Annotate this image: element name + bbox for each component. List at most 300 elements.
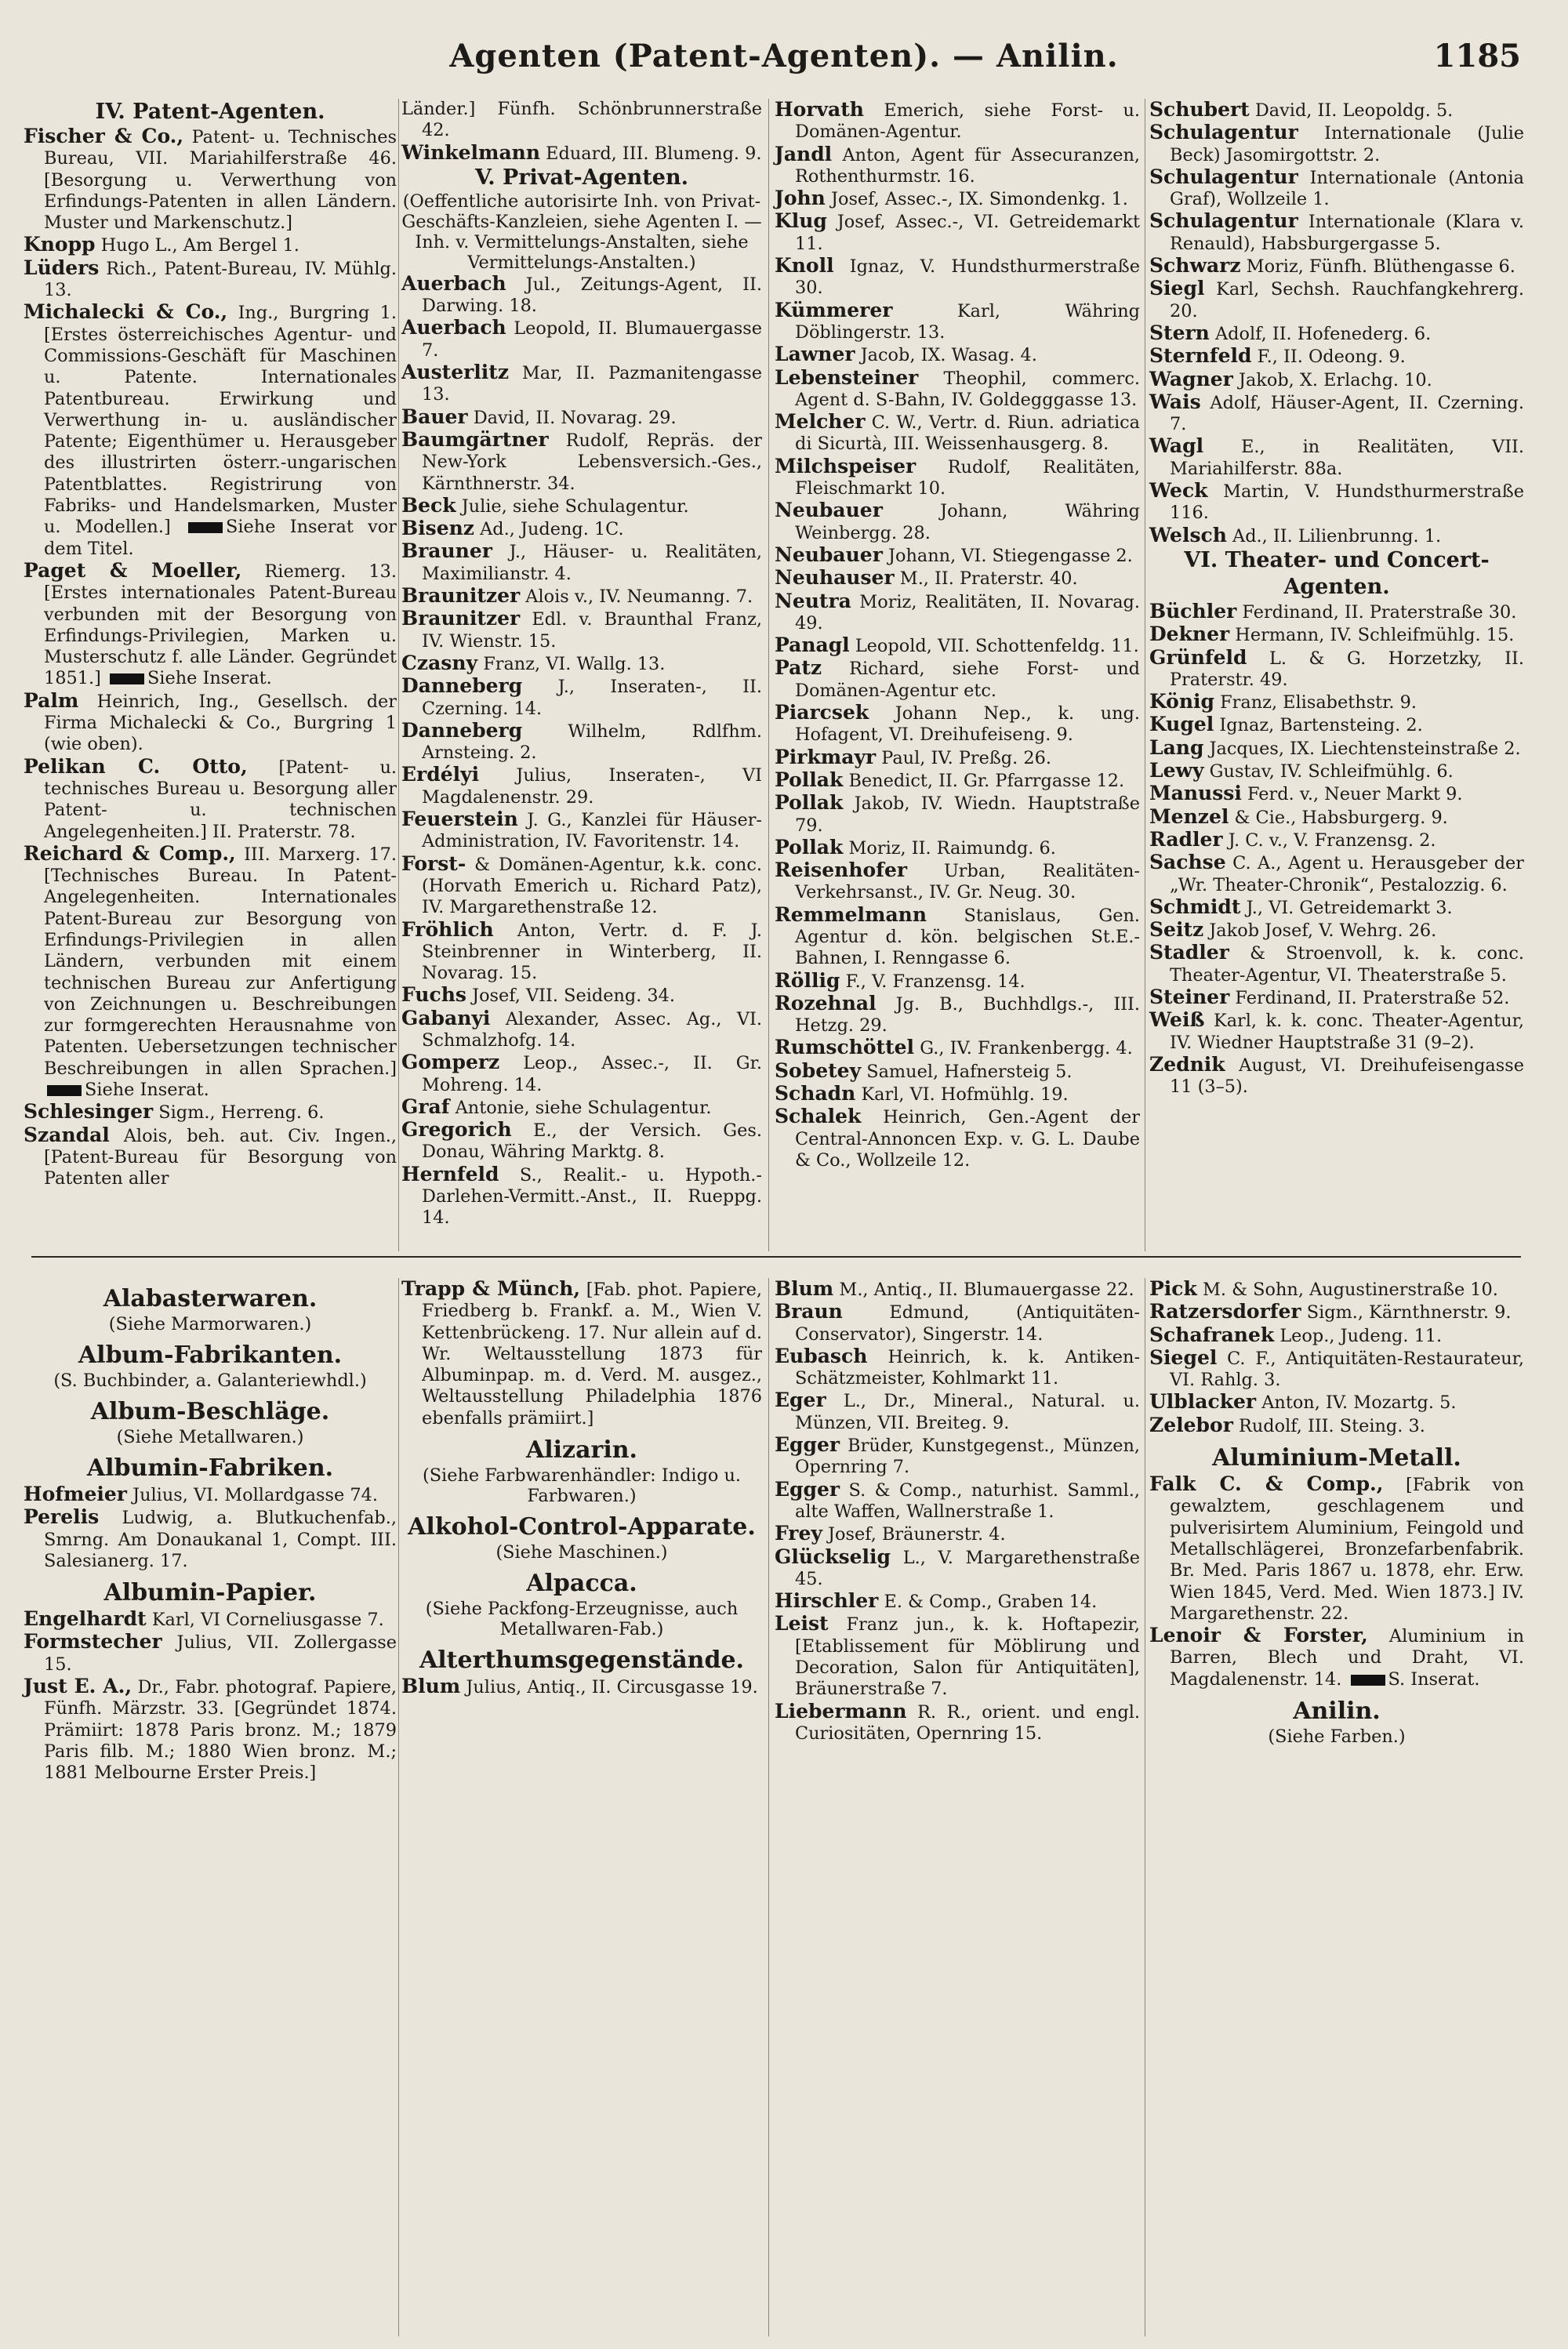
directory-entry: [1149, 525, 1524, 547]
directory-entry: [1149, 435, 1524, 480]
entry-details: M., II. Praterstr. 40.: [899, 568, 1078, 590]
directory-entry: [775, 143, 1140, 188]
entry-name: Blum: [775, 1277, 834, 1300]
entry-name: Siegel: [1149, 1345, 1218, 1369]
directory-entry: [401, 652, 762, 675]
directory-entry: [1149, 782, 1524, 805]
entry-details: Jakob, IV. Wiedn. Hauptstraße 79.: [795, 793, 1140, 836]
entry-name: Braunitzer: [401, 607, 521, 630]
entry-details: Internationale (Antonia Graf), Wollzeile 1.: [1170, 167, 1524, 210]
entry-name: Büchler: [1149, 599, 1237, 623]
directory-entry: [24, 1608, 397, 1631]
entry-details: Ferdinand, II. Praterstraße 30.: [1242, 601, 1517, 623]
directory-entry: [401, 429, 762, 495]
entry-name: Beck: [401, 493, 456, 517]
directory-entry: [401, 984, 762, 1007]
entry-details: J., Inseraten-, II. Czerning. 14.: [422, 677, 762, 719]
directory-entry: [1149, 1278, 1524, 1301]
entry-details: Adolf, Häuser-Agent, II. Czerning. 7.: [1170, 392, 1525, 435]
cross-reference: (Siehe Maschinen.): [495, 1542, 668, 1563]
directory-entry: [775, 837, 1140, 859]
entry-details: Franz, Elisabethstr. 9.: [1220, 692, 1417, 713]
entry-details: & Domänen-Agentur, k.k. conc. (Horvath Emerich u. Richard Patz), IV. Margarethenstraße 12.: [422, 854, 762, 918]
category-heading: Aluminium-Metall.: [1212, 1444, 1461, 1472]
directory-entry: [1149, 1414, 1524, 1437]
directory-entry: [24, 301, 397, 560]
directory-entry: [775, 1701, 1140, 1745]
directory-entry: [401, 1007, 762, 1052]
category-heading: Albumin-Fabriken.: [86, 1454, 334, 1482]
directory-entry: [401, 675, 762, 720]
entry-name: Danneberg: [401, 718, 523, 742]
directory-entry: [1149, 345, 1524, 368]
directory-entry: [24, 560, 397, 690]
entry-name: Auerbach: [401, 271, 506, 295]
entry-details: Leop., Judeng. 11.: [1279, 1325, 1443, 1346]
directory-entry: [1149, 1009, 1524, 1054]
advert-reference: Siehe Inserat vor dem Titel.: [44, 517, 397, 559]
entry-name: Klug: [775, 209, 827, 233]
entry-name: Neubauer: [775, 499, 883, 522]
entry-name: Zelebor: [1149, 1413, 1233, 1436]
directory-entry: [401, 540, 762, 585]
entry-name: John: [775, 187, 826, 210]
entry-details: Josef, Bräunerstr. 4.: [828, 1524, 1006, 1545]
entry-details: [Fabrik von gewalztem, geschlagenem und pulverisirtem Aluminium, Feingold und Metallschlägerei, Bronzefarbenfabrik. Br. Med. Paris 1867 u. 1878, ehr. Erw. Wien 1845, Verd. Med. Wien 1873.] IV. Margarethenstr. 22.: [1170, 1475, 1524, 1624]
category-heading: Alabasterwaren.: [103, 1285, 318, 1312]
directory-entry: [401, 1096, 762, 1119]
entry-details: Antonie, siehe Schulagentur.: [455, 1097, 712, 1118]
entry-details: Ignaz, V. Hundsthurmerstraße 30.: [795, 256, 1140, 299]
directory-entry: [24, 690, 397, 756]
entry-details: Julius, VII. Zollergasse 15.: [44, 1632, 397, 1675]
entry-name: Austerlitz: [401, 361, 510, 384]
entry-name: Blum: [401, 1675, 461, 1698]
entry-details: F., V. Franzensg. 14.: [845, 971, 1025, 992]
entry-details: Samuel, Hafnersteig 5.: [866, 1061, 1073, 1082]
entry-name: Manussi: [1149, 782, 1242, 805]
category-heading: Album-Beschläge.: [90, 1398, 330, 1425]
directory-entry: [401, 608, 762, 652]
entry-details: Internationale (Klara v. Renauld), Habsburgergasse 5.: [1170, 212, 1524, 254]
directory-entry: [1149, 391, 1524, 436]
entry-details: Sigm., Kärnthnerstr. 9.: [1306, 1302, 1512, 1323]
entry-details: S. & Comp., naturhist. Samml., alte Waffen, Wallnerstraße 1.: [795, 1479, 1140, 1522]
entry-details: Franz jun., k. k. Hoftapezir, [Etablissement für Möblirung und Decoration, Salon für Antiquitäten], Bräunerstraße 7.: [795, 1614, 1140, 1700]
section-heading: IV. Patent-Agenten.: [95, 100, 325, 124]
entry-details: Edl. v. Braunthal Franz, IV. Wienstr. 15.: [422, 609, 762, 652]
entry-name: Fischer & Co.,: [24, 125, 184, 147]
entry-details: C. A., Agent u. Herausgeber der „Wr. Theater-Chronik“, Pestalozzig. 6.: [1170, 853, 1524, 895]
entry-details: Leop., Assec.-, II. Gr. Mohreng. 14.: [422, 1053, 762, 1095]
advert-reference: Siehe Inserat.: [85, 1080, 209, 1101]
entry-details: Hugo L., Am Bergel 1.: [100, 235, 299, 256]
entry-details: Jakob, X. Erlachg. 10.: [1238, 369, 1432, 390]
entry-details: Julius, Antiq., II. Circusgasse 19.: [466, 1677, 758, 1698]
entry-name: Gomperz: [401, 1051, 500, 1074]
entry-name: Patz: [775, 656, 822, 680]
entry-name: Egger: [775, 1433, 840, 1457]
entry-name: Knopp: [24, 233, 96, 256]
entry-details: C. W., Vertr. d. Riun. adriatica di Sicurtà, III. Weissenhausgerg. 8.: [795, 412, 1141, 455]
directory-entry: [401, 1119, 762, 1164]
entry-details: Julie, siehe Schulagentur.: [461, 496, 689, 517]
cross-reference: (Siehe Metallwaren.): [116, 1427, 304, 1447]
directory-entry: [1149, 942, 1524, 986]
directory-entry: [1149, 1347, 1524, 1392]
directory-entry: [1149, 919, 1524, 942]
entry-details: Anton, Agent für Assecuranzen, Rothenthurmstr. 16.: [795, 144, 1141, 187]
entry-details: Moriz, II. Raimundg. 6.: [848, 837, 1056, 859]
directory-entry: [775, 367, 1140, 412]
entry-details: Jg. B., Buchhdlgs.-, III. Hetzg. 29.: [795, 993, 1140, 1037]
directory-entry: [1149, 99, 1524, 122]
entry-details: L. & G. Horzetzky, II. Praterstr. 49.: [1170, 648, 1524, 690]
column-1: [24, 99, 397, 1190]
entry-details: Stanislaus, Gen. Agentur d. kön. belgischen St.E.-Bahnen, I. Renngasse 6.: [795, 905, 1140, 969]
column-divider: [768, 1278, 769, 2336]
directory-entry: [24, 234, 397, 256]
directory-entry: [1149, 713, 1524, 736]
directory-entry: [775, 1345, 1140, 1390]
entry-name: Schalek: [775, 1105, 862, 1128]
entry-name: Brauner: [401, 539, 492, 563]
directory-entry: [1149, 829, 1524, 851]
entry-name: Ratzersdorfer: [1149, 1300, 1301, 1323]
entry-name: Hernfeld: [401, 1162, 499, 1185]
cross-reference: (Siehe Farben.): [1268, 1726, 1406, 1748]
directory-entry: [775, 769, 1140, 792]
directory-entry: [24, 1676, 397, 1784]
entry-details: G., IV. Frankenbergg. 4.: [920, 1038, 1133, 1059]
entry-details: Alois, beh. aut. Civ. Ingen., [Patent-Bureau für Besorgung von Patenten aller: [44, 1125, 397, 1189]
entry-details: Leopold, VII. Schottenfeldg. 11.: [855, 636, 1139, 657]
directory-entry: [1149, 210, 1524, 255]
directory-entry: [401, 517, 762, 540]
category-heading: Alkohol-Control-Apparate.: [408, 1513, 756, 1541]
category-heading: Alizarin.: [525, 1436, 637, 1465]
entry-details: Anton, Vertr. d. F. J. Steinbrenner in Winterberg, II. Novarag. 15.: [422, 920, 762, 984]
directory-entry: [1149, 806, 1524, 829]
entry-details: Hermann, IV. Schleifmühlg. 15.: [1235, 625, 1515, 646]
directory-entry: [1149, 851, 1524, 896]
entry-details: Gustav, IV. Schleifmühlg. 6.: [1209, 761, 1454, 782]
page-header: [47, 38, 1521, 85]
directory-entry: [401, 406, 762, 429]
entry-details: J. C. v., V. Franzensg. 2.: [1228, 830, 1436, 851]
entry-details: III. Marxerg. 17. [Technisches Bureau. In Patent-Angelegenheiten. Internationales Patent-Bureau zur Besorgung von Erfindungs-Privilegien in allen Ländern, verbunden mit einem technischen Bureau zur Anfertigung von Zeichnungen u. Beschreibungen zur formgerechten Herausnahme von Patenten. Uebersetzungen technischer Beschreibungen in allen Sprachen.]: [44, 844, 397, 1079]
entry-details: Franz, VI. Wallg. 13.: [483, 653, 666, 674]
directory-entry: [775, 411, 1140, 456]
entry-details: Internationale (Julie Beck) Jasomirgottstr. 2.: [1170, 123, 1524, 165]
lower-column-2: [401, 1278, 762, 1698]
cross-reference: (Siehe Marmorwaren.): [108, 1314, 312, 1334]
entry-details: Heinrich, k. k. Antiken-Schätzmeister, Kohlmarkt 11.: [795, 1346, 1141, 1389]
entry-details: Johann, Währing Weinbergg. 28.: [795, 501, 1140, 543]
category-heading: Anilin.: [1293, 1697, 1381, 1726]
entry-details: Jul., Zeitungs-Agent, II. Darwing. 18.: [422, 274, 762, 317]
entry-name: Rozehnal: [775, 991, 877, 1015]
directory-entry: [24, 843, 397, 1102]
directory-entry: [1149, 986, 1524, 1009]
directory-entry: [401, 142, 762, 165]
entry-name: Panagl: [775, 634, 850, 657]
directory-entry: [24, 1124, 397, 1190]
directory-entry: [401, 919, 762, 985]
entry-continuation: Länder.] Fünfh. Schönbrunnerstraße 42.: [401, 99, 762, 141]
directory-entry: [775, 1389, 1140, 1434]
pointing-hand-icon: [47, 1085, 82, 1096]
entry-details: Patent- u. Technisches Bureau, VII. Mariahilferstraße 46. [Besorgung u. Verwerthung von Erfindungs-Patenten in allen Ländern. Muster und Markenschutz.]: [44, 127, 397, 234]
entry-name: Schulagentur: [1149, 209, 1298, 233]
section-heading: VI. Theater- und Concert-Agenten.: [1184, 547, 1490, 599]
entry-details: M., Antiq., II. Blumauergasse 22.: [839, 1280, 1134, 1300]
pointing-hand-icon: [110, 673, 144, 684]
directory-entry: [401, 1051, 762, 1096]
entry-details: Urban, Realitäten-Verkehrsanst., IV. Gr. Neug. 30.: [795, 861, 1140, 903]
directory-entry: [1149, 369, 1524, 391]
directory-entry: [1149, 623, 1524, 646]
entry-name: Stadler: [1149, 941, 1229, 964]
entry-name: Wagner: [1149, 367, 1233, 390]
entry-name: Eger: [775, 1389, 826, 1412]
entry-details: Rich., Patent-Bureau, IV. Mühlg. 13.: [44, 258, 397, 301]
column-2: [401, 99, 762, 1229]
column-divider: [398, 1278, 399, 2336]
entry-name: Piarcsek: [775, 701, 869, 724]
entry-name: Pirkmayr: [775, 745, 877, 768]
entry-name: Wais: [1149, 390, 1201, 413]
directory-entry: [1149, 1301, 1524, 1323]
entry-name: König: [1149, 690, 1215, 713]
entry-details: Rudolf, Repräs. der New-York Lebensversich.-Ges., Kärnthnerstr. 34.: [422, 430, 762, 494]
directory-entry: [24, 1483, 397, 1506]
entry-details: Brüder, Kunstgegenst., Münzen, Opernring 7.: [795, 1436, 1141, 1478]
entry-name: Glückselig: [775, 1545, 891, 1568]
directory-entry: [775, 970, 1140, 993]
directory-entry: [1149, 691, 1524, 713]
cross-reference: (Siehe Packfong-Erzeugnisse, auch Metallwaren-Fab.): [425, 1599, 739, 1640]
entry-name: Perelis: [24, 1505, 100, 1529]
entry-name: Remmelmann: [775, 902, 927, 926]
entry-details: Theophil, commerc. Agent d. S-Bahn, IV. Goldegggasse 13.: [795, 368, 1140, 410]
entry-details: Karl, Sechsh. Rauchfangkehrerg. 20.: [1170, 279, 1524, 321]
entry-details: David, II. Novarag. 29.: [473, 407, 677, 428]
entry-name: Menzel: [1149, 804, 1229, 828]
directory-entry: [1149, 737, 1524, 760]
directory-entry: [775, 702, 1140, 746]
category-heading: Alpacca.: [526, 1570, 637, 1598]
entry-name: Auerbach: [401, 316, 506, 339]
entry-details: J., VI. Getreidemarkt 3.: [1246, 897, 1453, 918]
directory-entry: [1149, 166, 1524, 211]
directory-entry: [775, 1083, 1140, 1106]
entry-name: Schubert: [1149, 98, 1250, 121]
entry-details: Josef, Assec.-, IX. Simondenkg. 1.: [830, 189, 1128, 210]
entry-details: Rudolf, III. Steing. 3.: [1239, 1415, 1425, 1436]
directory-entry: [401, 495, 762, 517]
entry-name: Schadn: [775, 1082, 856, 1106]
directory-entry: [775, 1546, 1140, 1591]
entry-name: Feuerstein: [401, 808, 518, 831]
entry-name: Schwarz: [1149, 254, 1241, 278]
entry-details: Moriz, Fünfh. Blüthengasse 6.: [1246, 256, 1515, 278]
directory-entry: [775, 99, 1140, 143]
entry-details: Karl, k. k. conc. Theater-Agentur, IV. Wiedner Hauptstraße 31 (9–2).: [1170, 1011, 1525, 1053]
entry-details: Ferd. v., Neuer Markt 9.: [1247, 784, 1463, 805]
directory-entry: [1149, 1324, 1524, 1347]
directory-entry: [401, 1278, 762, 1429]
directory-entry: [775, 590, 1140, 635]
entry-name: Lewy: [1149, 759, 1204, 782]
entry-name: Reisenhofer: [775, 859, 908, 882]
entry-details: Benedict, II. Gr. Pfarrgasse 12.: [848, 770, 1125, 791]
entry-name: Kümmerer: [775, 298, 893, 321]
entry-details: Jacob, IX. Wasag. 4.: [860, 345, 1037, 366]
category-heading: Album-Fabrikanten.: [78, 1342, 343, 1369]
entry-details: E. & Comp., Graben 14.: [884, 1592, 1098, 1613]
directory-entry: [775, 567, 1140, 590]
entry-name: Braun: [775, 1300, 843, 1323]
directory-entry: [1149, 601, 1524, 623]
directory-entry: [24, 1506, 397, 1572]
entry-name: Frey: [775, 1522, 822, 1545]
entry-details: Karl, VI Corneliusgasse 7.: [151, 1610, 384, 1631]
entry-details: Ad., II. Lilienbrunng. 1.: [1232, 525, 1442, 546]
column-divider: [768, 99, 769, 1251]
directory-entry: [1149, 480, 1524, 525]
entry-details: [Fab. phot. Papiere, Friedberg b. Frankf. a. M., Wien V. Kettenbrückeng. 17. Nur allein auf d. Wr. Weltausstellung 1873 für Albuminpap. m. d. Verd. M. ausgez., Weltausstellung Philadelphia 1876 ebenfalls prämiirt.]: [422, 1280, 762, 1429]
entry-name: Ulblacker: [1149, 1390, 1257, 1414]
entry-details: L., V. Margarethenstraße 45.: [795, 1547, 1140, 1589]
entry-name: Bisenz: [401, 517, 474, 540]
directory-entry: [401, 720, 762, 764]
entry-name: Wagl: [1149, 434, 1204, 458]
entry-name: Hirschler: [775, 1589, 879, 1613]
entry-name: Lebensteiner: [775, 365, 919, 389]
entry-name: Bauer: [401, 405, 468, 428]
entry-name: Szandal: [24, 1123, 110, 1146]
entry-details: Emerich, siehe Forst- u. Domänen-Agentur.: [795, 100, 1141, 143]
entry-name: Jandl: [775, 142, 833, 165]
entry-details: Julius, Inseraten-, VI Magdalenenstr. 29.: [422, 765, 762, 808]
directory-entry: [775, 255, 1140, 300]
entry-name: Lenoir & Forster,: [1149, 1624, 1368, 1647]
entry-details: Dr., Fabr. photograf. Papiere, Fünfh. Märzstr. 33. [Gegründet 1874. Prämiirt: 1878 Paris bronz. M.; 1879 Paris filb. M.; 1880 Wien bronz. M.; 1881 Melbourne Erster Preis.]: [44, 1677, 397, 1784]
directory-entry: [24, 1101, 397, 1124]
running-title: Agenten (Patent-Agenten). — Anilin.: [449, 38, 1119, 74]
lower-column-1: [24, 1278, 397, 1784]
entry-details: Josef, VII. Seideng. 34.: [472, 986, 676, 1007]
entry-details: Ignaz, Bartensteing. 2.: [1219, 715, 1423, 736]
directory-entry: [401, 1164, 762, 1229]
directory-entry: [775, 1434, 1140, 1479]
directory-entry: [775, 634, 1140, 657]
column-divider: [398, 99, 399, 1251]
directory-entry: [401, 1676, 762, 1698]
entry-name: Pollak: [775, 791, 844, 815]
entry-name: Steiner: [1149, 985, 1230, 1008]
directory-entry: [401, 361, 762, 406]
entry-name: Seitz: [1149, 918, 1204, 942]
directory-entry: [775, 859, 1140, 904]
entry-name: Schulagentur: [1149, 165, 1298, 188]
entry-details: Richard, siehe Forst- und Domänen-Agentur etc.: [795, 659, 1140, 701]
directory-entry: [24, 1631, 397, 1676]
directory-entry: [775, 1106, 1140, 1171]
directory-entry: [1149, 255, 1524, 278]
entry-name: Sobetey: [775, 1058, 862, 1082]
entry-name: Hofmeier: [24, 1483, 127, 1505]
entry-name: Palm: [24, 688, 79, 712]
entry-name: Horvath: [775, 98, 864, 121]
entry-details: Paul, IV. Preßg. 26.: [881, 747, 1051, 768]
entry-details: Karl, Währing Döblingerstr. 13.: [795, 300, 1140, 343]
entry-name: Milchspeiser: [775, 454, 916, 477]
page-number: 1185: [1433, 38, 1521, 74]
directory-entry: [24, 756, 397, 843]
lower-column-3: [775, 1278, 1140, 1745]
entry-name: Sternfeld: [1149, 344, 1252, 368]
directory-entry: [775, 187, 1140, 210]
directory-entry: [401, 853, 762, 919]
entry-details: F., II. Odeong. 9.: [1257, 347, 1406, 368]
directory-entry: [24, 257, 397, 302]
entry-details: J., Häuser- u. Realitäten, Maximilianstr. 4.: [422, 542, 762, 584]
directory-entry: [775, 1037, 1140, 1059]
category-heading: Alterthumsgegenstände.: [419, 1646, 744, 1675]
directory-entry: [775, 1278, 1140, 1301]
entry-details: Leopold, II. Blumauergasse 7.: [422, 318, 762, 361]
entry-details: Heinrich, Gen.-Agent der Central-Annoncen Exp. v. G. L. Daube & Co., Wollzeile 12.: [795, 1107, 1140, 1171]
entry-details: Ad., Judeng. 1C.: [480, 519, 624, 540]
entry-details: Ludwig, a. Blutkuchenfab., Smrng. Am Donaukanal 1, Compt. III. Salesianerg. 17.: [44, 1508, 397, 1571]
entry-details: Karl, VI. Hofmühlg. 19.: [861, 1084, 1069, 1106]
lower-column-4: [1149, 1278, 1524, 1747]
entry-name: Radler: [1149, 827, 1223, 851]
entry-details: Josef, Assec.-, VI. Getreidemarkt 11.: [795, 212, 1140, 254]
entry-details: Johann Nep., k. ung. Hofagent, VI. Dreihufeiseng. 9.: [795, 703, 1140, 746]
entry-name: Lawner: [775, 343, 855, 366]
directory-entry: [775, 1523, 1140, 1545]
entry-details: Adolf, II. Hofenederg. 6.: [1214, 323, 1432, 344]
directory-entry: [401, 273, 762, 318]
entry-name: Weiß: [1149, 1008, 1205, 1032]
entry-name: Stern: [1149, 321, 1210, 344]
directory-entry: [1149, 1391, 1524, 1414]
entry-name: Pollak: [775, 835, 844, 859]
directory-entry: [775, 746, 1140, 769]
entry-details: & Stroenvoll, k. k. conc. Theater-Agentur, VI. Theaterstraße 5.: [1170, 943, 1524, 986]
entry-name: Rumschöttel: [775, 1036, 915, 1059]
section-rule: [31, 1256, 1521, 1258]
directory-entry: [775, 300, 1140, 344]
column-3: [775, 99, 1140, 1171]
entry-name: Gregorich: [401, 1118, 512, 1142]
column-4: [1149, 99, 1524, 1098]
entry-name: Fuchs: [401, 983, 466, 1007]
entry-details: Eduard, III. Blumeng. 9.: [546, 143, 762, 164]
directory-entry: [775, 1301, 1140, 1345]
directory-entry: [1149, 896, 1524, 919]
directory-entry: [1149, 322, 1524, 345]
entry-name: Gabanyi: [401, 1006, 491, 1029]
entry-name: Neutra: [775, 589, 851, 612]
entry-name: Paget & Moeller,: [24, 558, 242, 582]
entry-name: Lüders: [24, 256, 100, 279]
entry-details: J. G., Kanzlei für Häuser-Administration, IV. Favoritenstr. 14.: [422, 810, 763, 852]
directory-entry: [775, 1060, 1140, 1083]
